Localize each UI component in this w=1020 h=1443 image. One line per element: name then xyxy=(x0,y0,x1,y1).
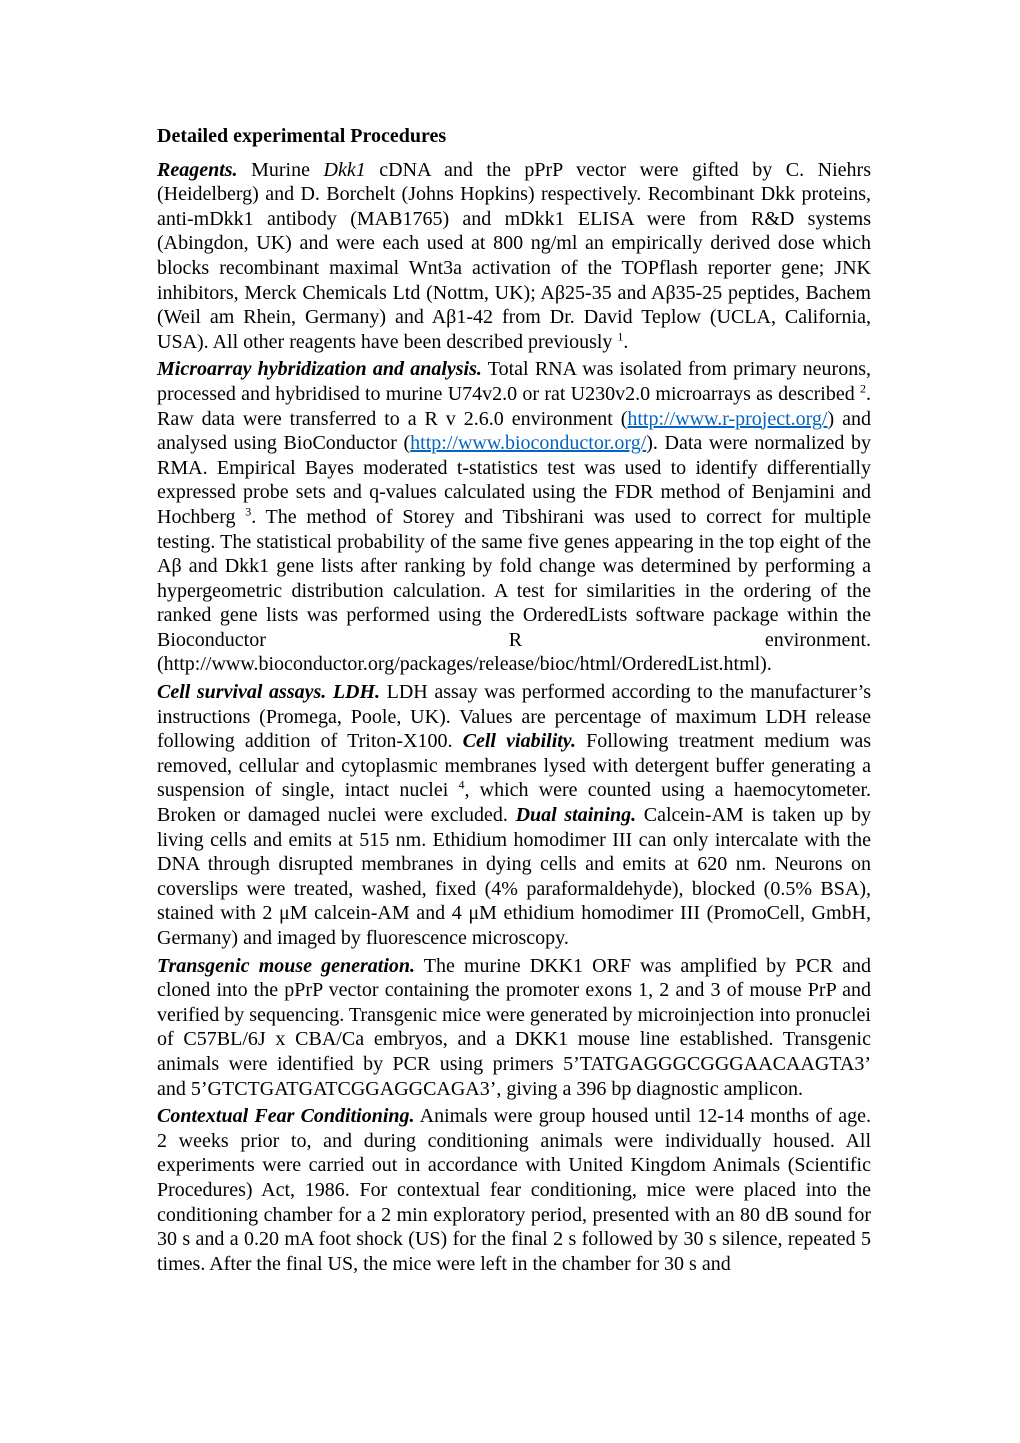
hyperlink[interactable]: http://www.bioconductor.org/ xyxy=(410,432,647,455)
text-run: Total RNA was isolated from primary neurons, processed and hybridised to murine U74v2.0 or rat U230v2.0 microarrays as described xyxy=(157,358,872,405)
text-run: Animals were group housed until 12-14 months of age. 2 weeks prior to, and during conditioning animals were individually housed. All experiments were carried out in accordance with United Kingdom Animals (Scientific Procedures) Act, 1986. For contextual fear conditioning, mice were placed into the conditioning chamber for a 2 min exploratory period, presented with an 80 dB sound for 30 s and a 0.20 mA foot shock (US) for the final 2 s followed by 30 s silence, repeated 5 times. After the final US, the mice were left in the chamber for 30 s and xyxy=(157,1105,871,1275)
run-in-heading: Contextual Fear Conditioning. xyxy=(157,1105,415,1128)
hyperlink[interactable]: http://www.r-project.org/ xyxy=(627,407,828,430)
superscript-reference: 3 xyxy=(245,504,252,519)
text-run: Following treatment medium was removed, cellular and cytoplasmic membranes lysed with detergent buffer generating a suspension of single, intact nuclei xyxy=(157,730,872,802)
document-heading: Detailed experimental Procedures xyxy=(157,125,447,147)
run-in-heading: Transgenic mouse generation. xyxy=(157,954,416,977)
text-run: . xyxy=(623,330,629,353)
text-run: ). Data were normalized by RMA. Empirical Bayes moderated t-statistics test was used to identify differentially expressed probe sets and q-values calculated using the FDR method of Benjamini and Hochberg xyxy=(157,432,871,528)
superscript-reference: 4 xyxy=(458,777,465,792)
document-body xyxy=(157,158,871,1277)
run-in-heading: Cell viability. xyxy=(462,730,576,753)
text-run: Dkk1 xyxy=(323,158,366,181)
text-run: . The method of Storey and Tibshirani was used to correct for multiple testing. The statistical probability of the same five genes appearing in the top eight of the Aβ and Dkk1 gene lists after ranking by fold change was determined by performing a hypergeometric distribution calculation. A test for similarities in the ordering of the ranked gene lists was performed using the OrderedLists software package within the Bioconductor R environment. (http://www.bioconductor.org/packages/release/bioc/html/OrderedList.html). xyxy=(157,505,871,676)
text-run: . Raw data were transferred to a R v 2.6.0 environment ( xyxy=(157,382,871,430)
paragraph xyxy=(157,357,871,677)
text-run: Murine xyxy=(237,158,324,181)
run-in-heading: Cell survival assays. LDH. xyxy=(157,681,381,704)
run-in-heading: Microarray hybridization and analysis. xyxy=(157,358,482,381)
text-run: , which were counted using a haemocytometer. Broken or damaged nuclei were excluded. xyxy=(157,779,871,827)
superscript-reference: 2 xyxy=(860,381,866,396)
text-run: Calcein-AM is taken up by living cells and emits at 515 nm. Ethidium homodimer III can only intercalate with the DNA through disrupted membranes in dying cells and emits at 620 nm. Neurons on coverslips were treated, washed, fixed (4% paraformaldehyde), blocked (0.5% BSA), stained with 2 μM calcein-AM and 4 μM ethidium homodimer III (PromoCell, GmbH, Germany) and imaged by fluorescence microscopy. xyxy=(157,804,871,949)
paragraph xyxy=(157,680,871,951)
text-run: ) and analysed using BioConductor ( xyxy=(157,407,871,455)
paragraph xyxy=(157,158,871,355)
text-run: The murine DKK1 ORF was amplified by PCR and cloned into the pPrP vector containing the promoter exons 1, 2 and 3 of mouse PrP and verified by sequencing. Transgenic mice were generated by microinjection into pronuclei of C57BL/6J x CBA/Ca embryos, and a DKK1 mouse line established. Transgenic animals were identified by PCR using primers 5’TATGAGGGCGGGAACAAGTA3’ and 5’GTCTGATGATCGGAGGCAGA3’, giving a 396 bp diagnostic amplicon. xyxy=(157,954,871,1100)
paragraph xyxy=(157,1104,871,1276)
run-in-heading: Dual staining. xyxy=(515,804,637,827)
run-in-heading: Reagents. xyxy=(157,158,238,181)
text-run: cDNA and the pPrP vector were gifted by C. Niehrs (Heidelberg) and D. Borchelt (Johns Hopkins) respectively. Recombinant Dkk proteins, anti-mDkk1 antibody (MAB1765) and mDkk1 ELISA were from R&D systems (Abingdon, UK) and were each used at 800 ng/ml an empirically derived dose which blocks recombinant maximal Wnt3a activation of the TOPflash reporter gene; JNK inhibitors, Merck Chemicals Ltd (Nottm, UK); Aβ25-35 and Aβ35-25 peptides, Bachem (Weil am Rhein, Germany) and Aβ1-42 from Dr. David Teplow (UCLA, California, USA). All other reagents have been described previously xyxy=(157,158,871,353)
paragraph xyxy=(157,954,871,1102)
text-run: LDH assay was performed according to the manufacturer’s instructions (Promega, Poole, UK). Values are percentage of maximum LDH release following addition of Triton-X100. xyxy=(157,681,871,753)
superscript-reference: 1 xyxy=(617,329,624,344)
